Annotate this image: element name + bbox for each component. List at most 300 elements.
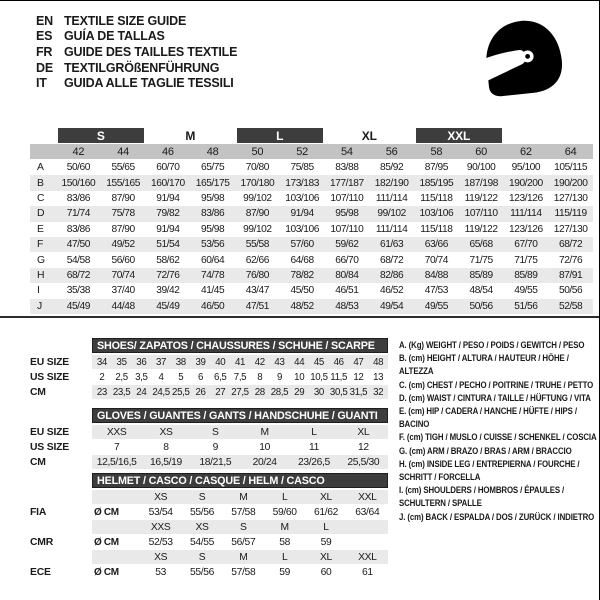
- measurement-value: 68/72: [66, 269, 90, 281]
- shoes-size-value: 32: [373, 386, 384, 398]
- numeric-size-56: 56: [385, 145, 398, 158]
- shoes-row-us-size: [92, 370, 388, 384]
- gloves-row-eu-size: [92, 425, 388, 439]
- row-letter-j: J: [37, 300, 42, 312]
- helmet-label-blank: [30, 520, 92, 534]
- shoes-size-value: 10: [294, 371, 305, 383]
- gloves-size-value: L: [311, 426, 317, 438]
- measurement-value: 58/62: [156, 254, 180, 266]
- measurement-row-a: [30, 160, 593, 175]
- measurement-value: 87/91: [559, 269, 583, 281]
- measurement-value: 49/54: [380, 300, 404, 312]
- measurement-value: 115/118: [420, 223, 453, 235]
- measurement-value: 85/92: [380, 162, 404, 174]
- shoes-size-value: 40: [215, 356, 226, 368]
- shoes-size-value: 3,5: [135, 371, 148, 383]
- helmet-size-value: 53: [155, 566, 167, 578]
- numeric-size-62: 62: [519, 145, 532, 158]
- helmet-size-value: [347, 535, 388, 549]
- helmet-label-blank: [30, 490, 92, 504]
- helmet-size-header-ece: [92, 550, 388, 564]
- helmet-size-value: 53/54: [148, 506, 173, 518]
- legend-item-b: B. (cm) HEIGHT / ALTURA / HAUTEUR / HÖHE / ALTEZZA: [399, 353, 569, 378]
- shoes-label-cm: CM: [30, 386, 46, 398]
- gloves-size-value: XS: [159, 426, 173, 438]
- measurement-value: 165/175: [195, 177, 230, 189]
- helmet-size-label: S: [240, 521, 247, 533]
- row-letter-a: A: [37, 162, 44, 174]
- shoes-size-value: 30,5: [329, 386, 348, 398]
- measurement-value: 83/88: [335, 162, 359, 174]
- helmet-size-spacer: [92, 490, 140, 504]
- size-group-blank: [30, 128, 56, 143]
- guide-title-en: TEXTILE SIZE GUIDE: [64, 13, 187, 28]
- measurement-value: 60/70: [156, 162, 180, 174]
- shoes-size-value: 38: [175, 356, 186, 368]
- measurement-value: 111/114: [375, 192, 408, 204]
- measurement-value: 127/130: [553, 192, 588, 204]
- gloves-size-value: 20/24: [252, 456, 277, 468]
- row-letter-e: E: [37, 223, 44, 235]
- measurement-value: 95/98: [201, 223, 225, 235]
- shoes-size-table: [30, 338, 388, 400]
- helmet-size-value: 52/53: [148, 536, 173, 548]
- measurement-value: 39/42: [156, 285, 180, 297]
- measurement-value: 150/160: [61, 177, 96, 189]
- helmet-size-label: L: [281, 491, 288, 503]
- measurement-value: 83/86: [201, 208, 225, 220]
- helmet-size-label: XXL: [358, 491, 377, 503]
- measurement-value: 90/100: [466, 162, 496, 174]
- measurement-value: 80/84: [335, 269, 359, 281]
- measurement-value: 127/130: [553, 223, 588, 235]
- gloves-size-value: M: [260, 426, 269, 438]
- helmet-size-value: 55/56: [189, 506, 214, 518]
- shoes-size-value: 28: [254, 386, 265, 398]
- gloves-label-cm: CM: [30, 456, 46, 468]
- measurement-value: 103/106: [285, 192, 319, 204]
- numeric-size-60: 60: [475, 145, 488, 158]
- measurement-value: 185/195: [419, 177, 454, 189]
- numeric-size-header-row: [30, 144, 593, 159]
- gloves-size-value: XXS: [106, 426, 127, 438]
- helmet-unit-label: Ø CM: [94, 536, 119, 548]
- shoes-size-value: 35: [116, 356, 127, 368]
- textile-measurement-rows: [30, 160, 593, 314]
- measurement-row-b: [30, 175, 593, 190]
- measurement-value: 48/52: [290, 300, 314, 312]
- shoes-size-value: 28,5: [270, 386, 289, 398]
- measurement-value: 160/170: [151, 177, 185, 189]
- numeric-size-50: 50: [251, 145, 264, 158]
- language-title-row: [36, 44, 237, 60]
- measurement-value: 46/52: [380, 285, 404, 297]
- gloves-size-value: 8: [163, 441, 169, 453]
- numeric-size-46: 46: [161, 145, 174, 158]
- helmet-size-value: 59: [279, 566, 291, 578]
- gloves-table-title: GLOVES / GUANTES / GANTS / HANDSCHUHE / GUANTI: [92, 408, 388, 423]
- measurement-value: 72/76: [559, 254, 583, 266]
- gloves-label-eu-size: EU SIZE: [30, 426, 70, 438]
- language-title-row: [36, 60, 237, 76]
- measurement-value: 71/75: [469, 254, 493, 266]
- measurement-value: 68/72: [559, 239, 583, 251]
- helmet-size-value: 59/60: [272, 506, 297, 518]
- shoes-size-value: 2: [99, 371, 105, 383]
- measurement-value: 95/98: [201, 192, 225, 204]
- measurement-value: 173/183: [285, 177, 319, 189]
- numeric-size-52: 52: [296, 145, 309, 158]
- helmet-size-value: 58: [279, 536, 291, 548]
- helmet-size-label: XXL: [358, 551, 377, 563]
- measurement-legend: [399, 339, 597, 524]
- helmet-size-value: 61/62: [313, 506, 338, 518]
- helmet-size-header-cmr: [92, 520, 388, 534]
- numeric-size-42: 42: [72, 145, 85, 158]
- gloves-size-value: 16,5/19: [150, 456, 182, 468]
- shoes-size-value: 8: [257, 371, 263, 383]
- measurement-value: 119/122: [464, 192, 498, 204]
- measurement-value: 95/100: [511, 162, 541, 174]
- helmet-size-value: 60: [320, 566, 332, 578]
- legend-item-f: F. (cm) TIGH / MUSLO / CUISSE / SCHENKEL / COSCIA: [399, 432, 597, 444]
- measurement-value: 115/118: [420, 192, 453, 204]
- measurement-value: 68/72: [380, 254, 404, 266]
- measurement-value: 91/94: [290, 208, 314, 220]
- helmet-size-label: L: [281, 551, 288, 563]
- legend-item-i: I. (cm) SHOULDERS / HOMBROS / ÉPAULES / SCHULTERN / SPALLE: [399, 485, 565, 510]
- measurement-value: 82/86: [380, 269, 404, 281]
- shoes-size-value: 47: [353, 356, 364, 368]
- measurement-value: 46/50: [201, 300, 225, 312]
- measurement-value: 107/110: [330, 192, 364, 204]
- shoes-size-value: 5: [178, 371, 184, 383]
- legend-item-d: D. (cm) WAIST / CINTURA / TAILLE / HÜFTUNG / VITA: [399, 392, 591, 404]
- shoes-size-value: 41: [234, 356, 246, 368]
- measurement-value: 71/74: [66, 208, 90, 220]
- gloves-rows: [92, 425, 388, 469]
- shoes-size-value: 46: [333, 356, 344, 368]
- helmet-size-header-fia: [92, 490, 388, 504]
- language-code-it: IT: [36, 76, 47, 91]
- measurement-value: 46/51: [335, 285, 359, 297]
- shoes-size-value: 34: [96, 356, 107, 368]
- numeric-size-48: 48: [206, 145, 219, 158]
- measurement-value: 103/106: [285, 223, 319, 235]
- helmet-size-value: 57/58: [231, 506, 256, 518]
- measurement-value: 63/66: [424, 239, 448, 251]
- measurement-value: 45/49: [156, 300, 180, 312]
- measurement-value: 70/80: [245, 162, 269, 174]
- shoes-label-spacer: [30, 338, 92, 355]
- shoes-size-value: 12: [353, 371, 364, 383]
- measurement-value: 61/63: [380, 239, 404, 251]
- helmet-value-row-cmr: [92, 535, 388, 549]
- measurement-value: 190/200: [553, 177, 588, 189]
- measurement-value: 75/85: [290, 162, 314, 174]
- measurement-value: 56/60: [111, 254, 135, 266]
- measurement-value: 79/82: [156, 208, 180, 220]
- measurement-value: 75/78: [111, 208, 135, 220]
- shoes-size-value: 30: [313, 386, 324, 398]
- gloves-size-table: [30, 408, 388, 470]
- measurement-row-f: [30, 237, 593, 252]
- helmet-size-value: 61: [361, 566, 373, 578]
- shoes-row-labels: [30, 338, 92, 400]
- legend-item-c: C. (cm) CHEST / PECHO / POITRINE / TRUHE / PETTO: [399, 379, 594, 391]
- shoes-size-value: 23: [96, 386, 107, 398]
- legend-item-e: E. (cm) HIP / CADERA / HANCHE / HÜFTE / HIPS / BACINO: [399, 406, 577, 431]
- helmet-size-label: XL: [320, 491, 332, 503]
- measurement-value: 83/86: [66, 223, 90, 235]
- measurement-value: 35/38: [66, 285, 90, 297]
- numeric-size-58: 58: [430, 145, 443, 158]
- language-code-es: ES: [36, 29, 53, 44]
- gloves-size-value: 12,5/16,5: [96, 456, 137, 468]
- row-letter-i: I: [37, 285, 40, 297]
- helmet-rows: [92, 490, 388, 579]
- gloves-size-value: 10: [259, 441, 271, 453]
- measurement-value: 57/60: [290, 239, 314, 251]
- shoes-size-value: 43: [274, 356, 285, 368]
- measurement-value: 53/56: [201, 239, 225, 251]
- measurement-value: 45/50: [290, 285, 314, 297]
- shoes-size-value: 27: [215, 386, 226, 398]
- measurement-value: 87/90: [245, 208, 269, 220]
- measurement-value: 70/74: [424, 254, 448, 266]
- measurement-value: 72/76: [156, 269, 180, 281]
- shoes-size-value: 10,5: [310, 371, 328, 383]
- shoes-label-us-size: US SIZE: [30, 371, 70, 383]
- measurement-value: 44/48: [111, 300, 135, 312]
- guide-title-fr: GUIDE DES TAILLES TEXTILE: [64, 44, 238, 59]
- helmet-size-label: XXS: [150, 521, 171, 533]
- helmet-size-label: M: [239, 551, 248, 563]
- helmet-size-label: M: [280, 521, 289, 533]
- measurement-value: 177/187: [330, 177, 364, 189]
- shoes-size-value: 6: [198, 371, 204, 383]
- measurement-row-i: [30, 283, 593, 298]
- helmet-size-label: L: [323, 521, 329, 533]
- measurement-value: 87/90: [111, 192, 135, 204]
- row-letter-b: B: [37, 177, 44, 189]
- measurement-row-c: [30, 191, 593, 206]
- shoes-size-value: 13: [373, 371, 384, 383]
- size-group-blank: [504, 128, 549, 143]
- gloves-row-us-size: [92, 440, 388, 454]
- shoes-size-value: 29: [294, 386, 305, 398]
- helmet-label-spacer: [30, 473, 92, 490]
- size-group-s: S: [58, 128, 144, 143]
- measurement-value: 71/75: [514, 254, 538, 266]
- shoes-size-value: 31,5: [349, 386, 368, 398]
- measurement-value: 62/66: [245, 254, 269, 266]
- helmet-size-label: XS: [195, 521, 209, 533]
- shoes-row-cm: [92, 385, 388, 399]
- row-letter-d: D: [37, 208, 45, 220]
- helmet-size-value: 59: [320, 536, 332, 548]
- helmet-size-value: 56/57: [231, 536, 256, 548]
- measurement-value: 47/51: [245, 300, 269, 312]
- measurement-value: 59/62: [335, 239, 359, 251]
- measurement-value: 43/47: [245, 285, 269, 297]
- shoes-size-value: 7,5: [233, 371, 247, 383]
- gloves-label-spacer: [30, 408, 92, 425]
- gloves-row-cm: [92, 455, 388, 469]
- shoes-size-value: 48: [373, 356, 384, 368]
- measurement-value: 52/58: [559, 300, 583, 312]
- helmet-size-spacer: [92, 550, 140, 564]
- shoes-size-value: 45: [313, 356, 324, 368]
- measurement-value: 65/68: [469, 239, 493, 251]
- helmet-size-label: M: [239, 491, 248, 503]
- measurement-value: 76/80: [245, 269, 269, 281]
- measurement-value: 103/106: [419, 208, 454, 220]
- shoes-size-value: 27,5: [231, 386, 249, 398]
- measurement-row-g: [30, 252, 593, 267]
- measurement-value: 84/88: [424, 269, 448, 281]
- size-group-header-row: [30, 128, 593, 143]
- language-code-fr: FR: [36, 44, 53, 59]
- measurement-value: 45/49: [66, 300, 90, 312]
- measurement-value: 49/55: [424, 300, 448, 312]
- measurement-value: 65/75: [201, 162, 225, 174]
- measurement-value: 51/56: [514, 300, 538, 312]
- language-title-row: [36, 13, 237, 29]
- gloves-size-value: 12: [357, 441, 369, 453]
- measurement-value: 50/60: [66, 162, 90, 174]
- racing-helmet-icon: [475, 11, 571, 106]
- legend-item-g: G. (cm) ARM / BRAZO / BRAS / ARM / BRACCIO: [399, 445, 572, 457]
- shoes-size-value: 11,5: [330, 371, 348, 383]
- language-code-en: EN: [36, 13, 53, 28]
- measurement-value: 123/126: [509, 192, 543, 204]
- measurement-value: 50/56: [559, 285, 583, 297]
- measurement-value: 155/165: [106, 177, 140, 189]
- measurement-value: 48/53: [335, 300, 359, 312]
- measurement-value: 107/110: [464, 208, 498, 220]
- helmet-label-blank: [30, 550, 92, 564]
- shoes-size-value: 24: [136, 386, 147, 398]
- gloves-row-labels: [30, 408, 92, 470]
- measurement-value: 87/95: [424, 162, 448, 174]
- measurement-value: 54/58: [66, 254, 90, 266]
- measurement-value: 85/89: [469, 269, 493, 281]
- size-group-m: M: [185, 128, 196, 143]
- measurement-value: 119/122: [464, 223, 498, 235]
- measurement-row-e: [30, 222, 593, 237]
- shoes-table-title: SHOES/ ZAPATOS / CHAUSSURES / SCHUHE / SCARPE: [92, 338, 388, 353]
- measurement-value: 83/86: [66, 192, 90, 204]
- measurement-value: 66/70: [335, 254, 359, 266]
- helmet-standard-fia: FIA: [30, 506, 47, 518]
- measurement-value: 187/198: [464, 177, 498, 189]
- language-title-row: [36, 75, 237, 91]
- row-letter-c: C: [37, 192, 45, 204]
- measurement-value: 85/89: [514, 269, 538, 281]
- shoes-size-value: 9: [276, 371, 282, 383]
- shoes-size-value: 26: [195, 386, 206, 398]
- measurement-row-h: [30, 268, 593, 283]
- measurement-value: 182/190: [374, 177, 409, 189]
- corner-spacer-cell: [30, 144, 56, 159]
- guide-title-it: GUIDA ALLE TAGLIE TESSILI: [64, 76, 234, 91]
- numeric-size-44: 44: [117, 145, 130, 158]
- shoes-row-eu-size: [92, 355, 388, 369]
- gloves-size-value: S: [212, 426, 219, 438]
- guide-title-de: TEXTILGRÖßENFÜHRUNG: [64, 60, 220, 75]
- shoes-size-value: 4: [158, 371, 164, 383]
- gloves-size-value: 25,5/30: [347, 456, 380, 468]
- measurement-value: 37/40: [111, 285, 135, 297]
- shoes-size-value: 36: [136, 356, 147, 368]
- row-letter-f: F: [37, 239, 44, 251]
- language-code-de: DE: [36, 60, 53, 75]
- size-group-xxl: XXL: [416, 128, 502, 143]
- measurement-value: 107/110: [330, 223, 364, 235]
- measurement-value: 115/119: [554, 208, 587, 220]
- helmet-size-label: S: [198, 551, 206, 563]
- measurement-value: 105/115: [554, 162, 588, 174]
- helmet-size-label: S: [198, 491, 206, 503]
- helmet-size-label: XS: [154, 551, 168, 563]
- shoes-size-value: 42: [254, 356, 265, 368]
- helmet-value-row-fia: [92, 505, 388, 519]
- shoes-size-value: 24,5: [152, 386, 170, 398]
- shoes-size-value: 25,5: [172, 386, 190, 398]
- measurement-value: 111/114: [375, 223, 408, 235]
- measurement-value: 50/56: [469, 300, 493, 312]
- measurement-value: 111/114: [510, 208, 542, 220]
- measurement-value: 47/53: [424, 285, 448, 297]
- measurement-value: 47/50: [66, 239, 90, 251]
- shoes-size-value: 2,5: [115, 371, 128, 383]
- language-title-list: [36, 13, 237, 91]
- measurement-value: 64/68: [290, 254, 314, 266]
- measurement-value: 95/98: [335, 208, 359, 220]
- measurement-value: 49/55: [514, 285, 538, 297]
- measurement-value: 99/102: [377, 208, 406, 220]
- numeric-size-54: 54: [340, 145, 353, 158]
- section-divider: [0, 316, 600, 318]
- gloves-size-value: XL: [357, 426, 370, 438]
- measurement-value: 55/65: [111, 162, 135, 174]
- measurement-value: 91/94: [156, 192, 180, 204]
- row-letter-h: H: [37, 269, 45, 281]
- measurement-row-d: [30, 206, 593, 221]
- helmet-table-title: HELMET / CASCO / CASQUE / HELM / CASCO: [92, 473, 388, 488]
- size-group-l: L: [237, 128, 323, 143]
- legend-item-j: J. (cm) BACK / ESPALDA / DOS / ZURÜCK / INDIETRO: [399, 511, 595, 523]
- measurement-value: 49/52: [111, 239, 135, 251]
- measurement-value: 74/78: [201, 269, 225, 281]
- row-letter-g: G: [37, 254, 45, 266]
- measurement-value: 51/54: [156, 239, 180, 251]
- helmet-size-value: 57/58: [231, 566, 256, 578]
- helmet-size-label: XS: [154, 491, 168, 503]
- measurement-value: 55/58: [245, 239, 269, 251]
- helmet-size-spacer: [92, 520, 140, 534]
- helmet-value-row-ece: [92, 565, 388, 579]
- size-group-xl: XL: [361, 128, 377, 143]
- numeric-size-64: 64: [564, 145, 577, 158]
- gloves-size-value: 11: [308, 441, 319, 453]
- helmet-row-labels: [30, 473, 92, 580]
- guide-title-es: GUÍA DE TALLAS: [64, 29, 165, 44]
- measurement-value: 99/102: [243, 223, 272, 235]
- helmet-unit-label: Ø CM: [94, 506, 119, 518]
- legend-item-a: A. (Kg) WEIGHT / PESO / POIDS / GEWITCH / PESO: [399, 340, 585, 351]
